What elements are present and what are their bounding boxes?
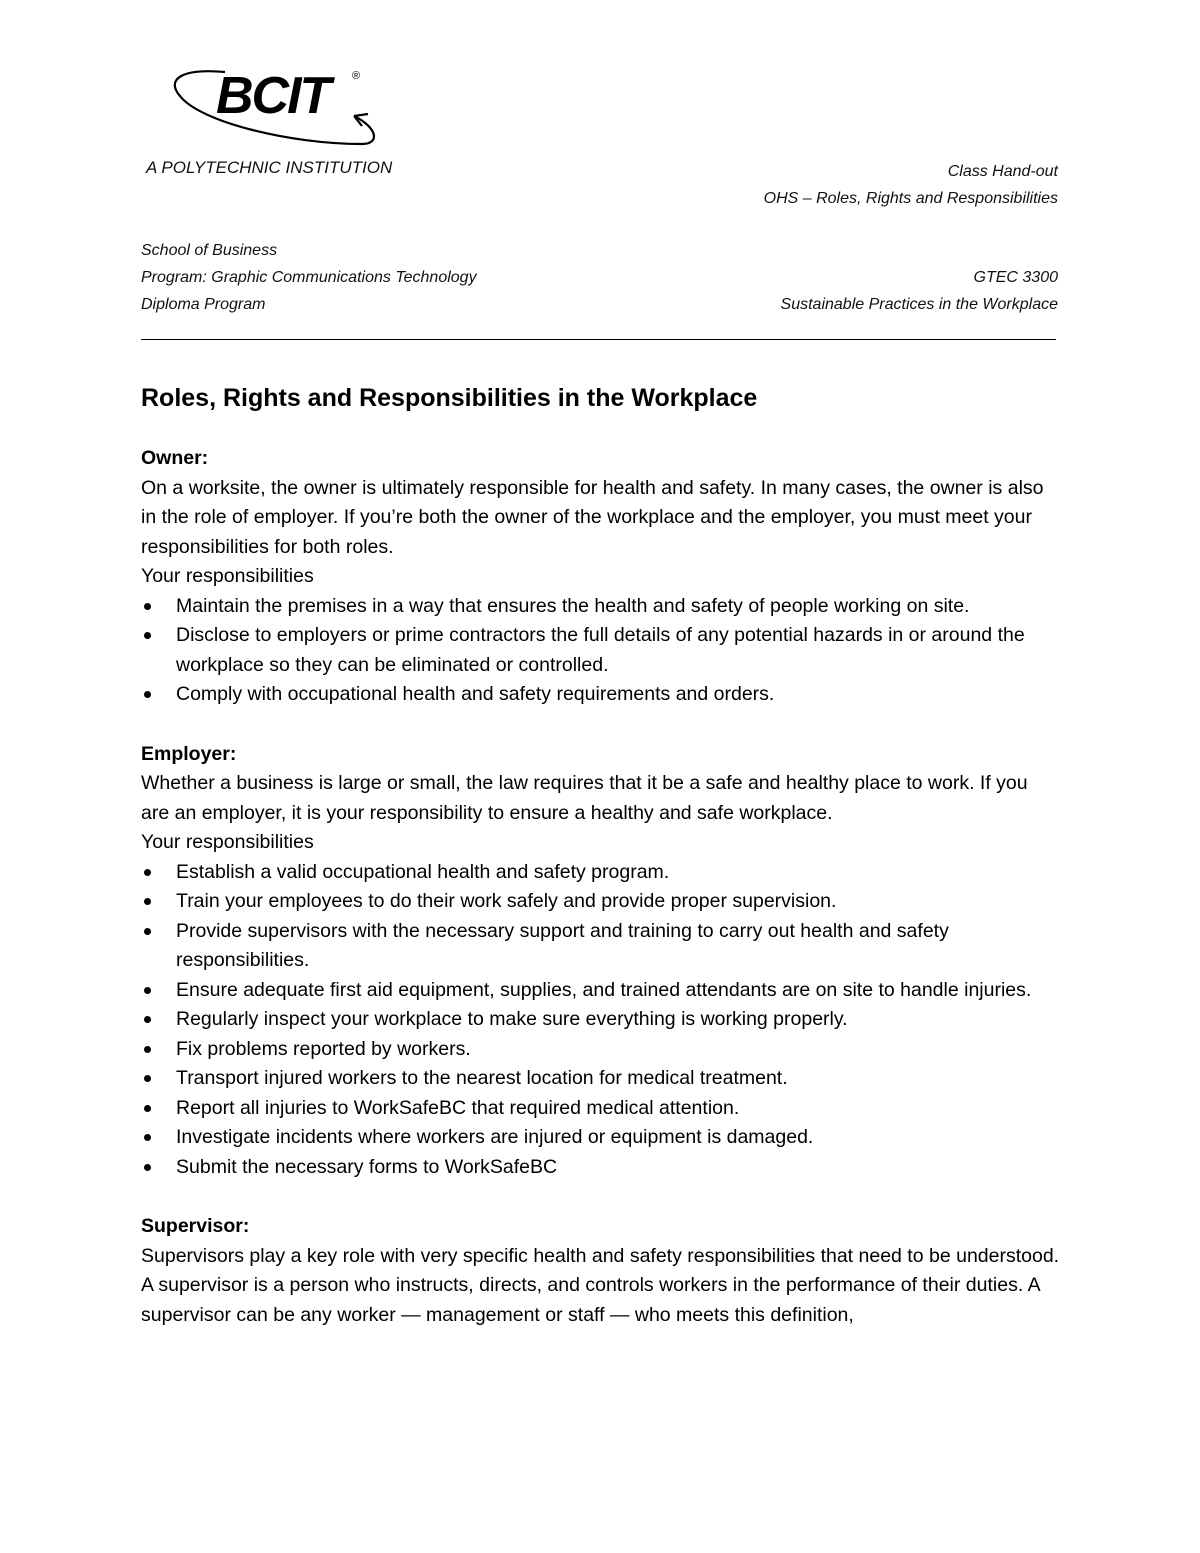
list-item: Establish a valid occupational health and safety program. (141, 858, 1061, 888)
section-paragraph: Supervisors play a key role with very specific health and safety responsibilities that need to be understood. (141, 1244, 1060, 1267)
bcit-logo (140, 62, 440, 182)
list-item: Report all injuries to WorkSafeBC that required medical attention. (141, 1094, 1061, 1124)
list-item: Regularly inspect your workplace to make sure everything is working properly. (141, 1005, 1061, 1035)
list-item: Investigate incidents where workers are injured or equipment is damaged. (141, 1123, 1061, 1153)
doc-type: Class Hand-out (947, 163, 1058, 180)
list-item: Transport injured workers to the nearest location for medical treatment. (141, 1064, 1061, 1094)
list-item: Maintain the premises in a way that ensures the health and safety of people working on site. (141, 592, 1061, 622)
diploma-name: Diploma Program (141, 296, 266, 313)
program-info (141, 237, 477, 318)
registered-mark: ® (352, 70, 361, 82)
list-item: Fix problems reported by workers. (141, 1035, 1061, 1065)
section-owner (141, 444, 1061, 710)
list-item: Comply with occupational health and safety requirements and orders. (141, 680, 1061, 710)
section-paragraph: Your responsibilities (141, 565, 314, 587)
responsibility-list (141, 592, 1061, 710)
logo-tagline: A POLYTECHNIC INSTITUTION (146, 158, 393, 177)
section-heading: Owner: (141, 447, 209, 469)
course-name: Sustainable Practices in the Workplace (780, 296, 1058, 313)
doc-subject: OHS – Roles, Rights and Responsibilities (763, 190, 1058, 207)
section-supervisor (141, 1212, 1061, 1330)
list-item: Ensure adequate first aid equipment, supplies, and trained attendants are on site to handle injuries. (141, 976, 1061, 1006)
program-name: Program: Graphic Communications Technology (141, 269, 477, 286)
list-item: Submit the necessary forms to WorkSafeBC (141, 1153, 1061, 1183)
section-paragraph: A supervisor is a person who instructs, directs, and controls workers in the performance of their duties. A supervisor can be any worker — management or staff — who meets this definition, (141, 1274, 1040, 1326)
section-paragraph: Your responsibilities (141, 831, 314, 853)
section-employer (141, 740, 1061, 1183)
course-code: GTEC 3300 (973, 269, 1058, 286)
document-title: Roles, Rights and Responsibilities in the Workplace (141, 384, 758, 412)
section-heading: Supervisor: (141, 1215, 250, 1237)
header-divider (141, 339, 1056, 340)
list-item: Provide supervisors with the necessary support and training to carry out health and safety responsibilities. (141, 917, 1061, 976)
section-paragraph: Whether a business is large or small, the law requires that it be a safe and healthy place to work. If you are an employer, it is your responsibility to ensure a healthy and safe workplace. (141, 772, 1028, 824)
document-body (141, 380, 1061, 1330)
handout-header (764, 158, 1058, 212)
school-name: School of Business (141, 242, 278, 259)
course-info (781, 264, 1058, 318)
section-heading: Employer: (141, 742, 237, 765)
logo-wordmark: BCIT (216, 67, 330, 125)
responsibility-list (141, 858, 1061, 1183)
list-item: Disclose to employers or prime contractors the full details of any potential hazards in or around the workplace so they can be eliminated or controlled. (141, 621, 1061, 680)
section-paragraph: On a worksite, the owner is ultimately responsible for health and safety. In many cases, the owner is also in the role of employer. If you’re both the owner of the workplace and the employer, you must meet your responsibilities for both roles. (141, 476, 1044, 558)
list-item: Train your employees to do their work safely and provide proper supervision. (141, 887, 1061, 917)
